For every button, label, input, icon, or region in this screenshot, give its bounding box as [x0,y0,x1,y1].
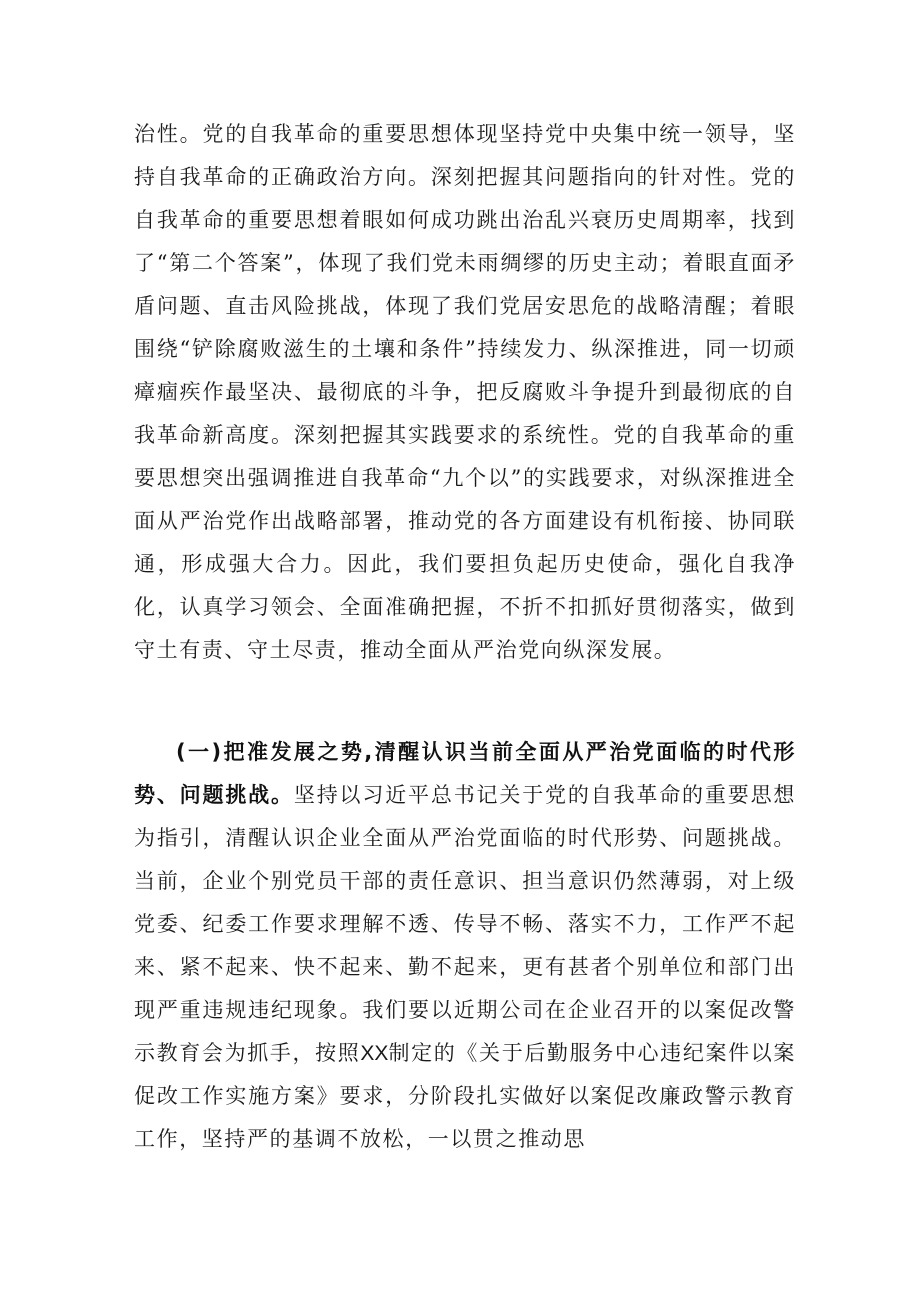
placeholder-xx: XX [360,1042,389,1065]
body-paragraph-2 [134,731,796,1161]
body-paragraph-1: 治性。党的自我革命的重要思想体现坚持党中央集中统一领导，坚持自我革命的正确政治方向。深刻把握其问题指向的针对性。党的自我革命的重要思想着眼如何成功跳出治乱兴衰历史周期率，找到了“第二个答案”，体现了我们党未雨绸缪的历史主动；着眼直面矛盾问题、直击风险挑战，体现了我们党居安思危的战略清醒；着眼围绕“铲除腐败滋生的土壤和条件”持续发力、纵深推进，同一切顽瘴痼疾作最坚决、最彻底的斗争，把反腐败斗争提升到最彻底的自我革命新高度。深刻把握其实践要求的系统性。党的自我革命的重要思想突出强调推进自我革命“九个以”的实践要求，对纵深推进全面从严治党作出战略部署，推动党的各方面建设有机衔接、协同联通，形成强大合力。因此，我们要担负起历史使命，强化自我净化，认真学习领会、全面准确把握，不折不扣抓好贯彻落实，做到守土有责、守土尽责，推动全面从严治党向纵深发展。 [134,122,796,662]
paragraph-2-text-a: 坚持以习近平总书记关于党的自我革命的重要思想为指引，清醒认识企业全面从严治党面临的时代形势、问题挑战。当前，企业个别党员干部的责任意识、担当意识仍然薄弱，对上级党委、纪委工作要求理解不透、传导不畅、落实不力，工作严不起来、紧不起来、快不起来、勤不起来，更有甚者个别单位和部门出现严重违规违纪现象。我们要以近期公司在企业召开的以案促改警示教育会为抓手，按照 [134,783,797,1065]
paragraph-2-text-b: 制定的《关于后勤服务中心违纪案件以案促改工作实施方案》要求，分阶段扎实做好以案促改廉政警示教育工作，坚持严的基调不放松，一以贯之推动思 [134,1041,796,1151]
section-heading: (一)把准发展之势,清醒认识当前全面从严治党面临的时代形势、问题挑战。 [134,740,796,807]
